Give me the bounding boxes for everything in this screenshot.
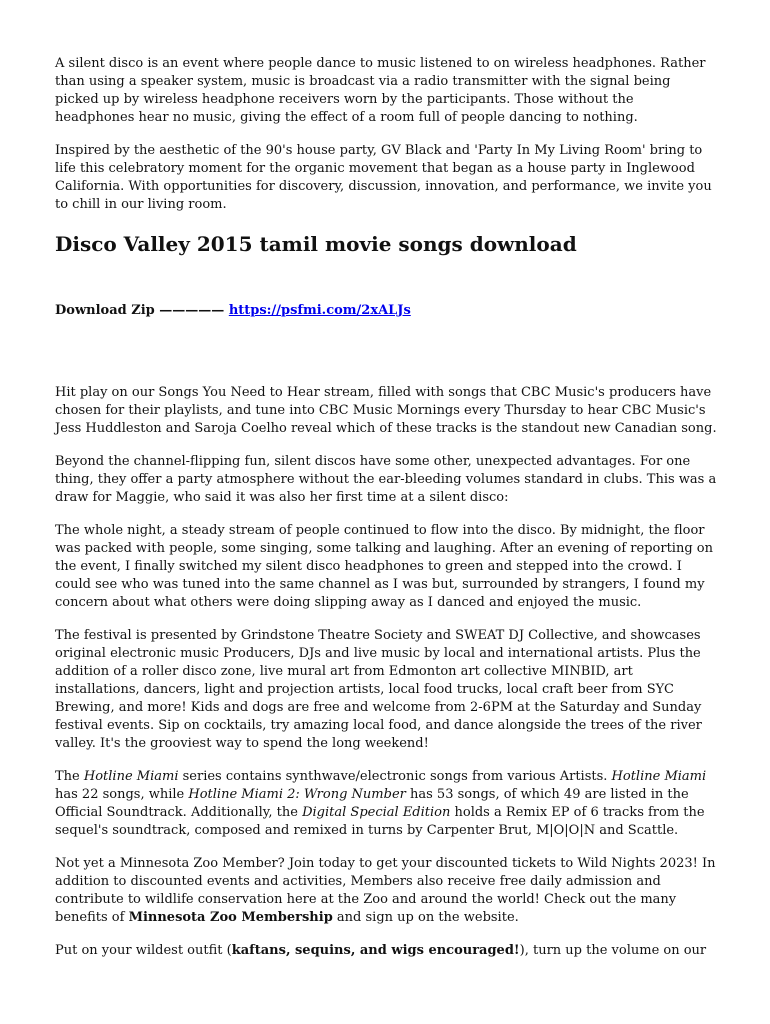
text-span: holds a Remix EP of 6 tracks from the sequel's soundtrack, composed and remixed in turns by Carpenter Brut, M|O|O|N and Scattle. — [55, 805, 705, 838]
text-span: The — [55, 769, 84, 784]
download-line — [55, 302, 717, 320]
paragraph-advantages: Beyond the channel-flipping fun, silent discos have some other, unexpected advantages. For one thing, they offer a party atmosphere without the ear-bleeding volumes standard in clubs. This was a draw for Maggie, who said it was also her first time at a silent disco: — [55, 454, 717, 505]
page-title: Disco Valley 2015 tamil movie songs download — [55, 232, 577, 256]
paragraph-outfit — [55, 942, 717, 960]
text-span: has 22 songs, while — [55, 787, 189, 802]
spacer — [55, 320, 717, 384]
italic-title: Hotline Miami — [611, 769, 707, 784]
text-span: Put on your wildest outfit ( — [55, 943, 232, 958]
download-link[interactable]: https://psfmi.com/2xALJs — [228, 303, 411, 318]
text-span: ), turn up the volume on our — [519, 943, 707, 958]
document-content — [55, 55, 717, 975]
intro-paragraph-2: Inspired by the aesthetic of the 90's house party, GV Black and 'Party In My Living Room' bring to life this celebratory moment for the organic movement that began as a house party in Inglewood California. With opportunities for discovery, discussion, innovation, and performance, we invite you to chill in our living room. — [55, 143, 712, 212]
paragraph-songs-stream: Hit play on our Songs You Need to Hear stream, filled with songs that CBC Music's producers have chosen for their playlists, and tune into CBC Music Mornings every Thursday to hear CBC Music's Jess Huddleston and Saroja Coelho reveal which of these tracks is the standout new Canadian song. — [55, 385, 717, 436]
paragraph-zoo-member — [55, 855, 717, 927]
download-label: Download Zip ————— — [55, 303, 229, 318]
text-span: has 53 songs, of which 49 are listed in the Official Soundtrack. Additionally, the — [55, 787, 689, 820]
paragraph-whole-night: The whole night, a steady stream of people continued to flow into the disco. By midnight, the floor was packed with people, some singing, some talking and laughing. After an evening of reporting on the event, I finally switched my silent disco headphones to green and stepped into the crowd. I could see who was tuned into the same channel as I was but, surrounded by strangers, I found my concern about what others were doing slipping away as I danced and enjoyed the music. — [55, 523, 713, 610]
bold-text: kaftans, sequins, and wigs encouraged! — [231, 943, 520, 958]
text-span: series contains synthwave/electronic songs from various Artists. — [178, 769, 612, 784]
text-span: Not yet a Minnesota Zoo Member? Join today to get your discounted tickets to Wild Nights 2023! In addition to discounted events and activities, Members also receive free daily admission and contribute to wildlife conservation here at the Zoo and around the world! Check out the many benefits of — [55, 856, 716, 925]
italic-title: Hotline Miami — [83, 769, 179, 784]
paragraph-hotline-miami — [55, 768, 717, 840]
italic-title: Digital Special Edition — [302, 805, 451, 820]
intro-paragraph-1: A silent disco is an event where people dance to music listened to on wireless headphones. Rather than using a speaker system, music is broadcast via a radio transmitter with the signal being picked up by wireless headphone receivers worn by the participants. Those without the headphones hear no music, giving the effect of a room full of people dancing to nothing. — [55, 56, 706, 125]
italic-title: Hotline Miami 2: Wrong Number — [188, 787, 406, 802]
text-span: and sign up on the website. — [332, 910, 519, 925]
bold-text: Minnesota Zoo Membership — [128, 910, 333, 925]
paragraph-festival: The festival is presented by Grindstone Theatre Society and SWEAT DJ Collective, and showcases original electronic music Producers, DJs and live music by local and international artists. Plus the addition of a roller disco zone, live mural art from Edmonton art collective MINBID, art installations, dancers, light and projection artists, local food trucks, local craft beer from SYC Brewing, and more! Kids and dogs are free and welcome from 2-6PM at the Saturday and Sunday festival events. Sip on cocktails, try amazing local food, and dance alongside the trees of the river valley. It's the grooviest way to spend the long weekend! — [55, 628, 702, 751]
